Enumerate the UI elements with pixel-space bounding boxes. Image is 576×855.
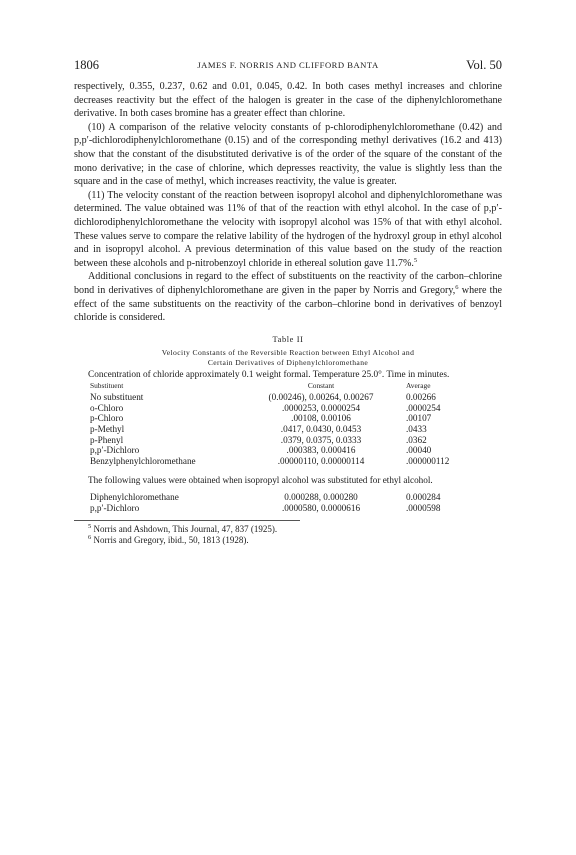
table-row (74, 456, 512, 467)
page-number: 1806 (74, 58, 99, 72)
volume-number: Vol. 50 (466, 58, 502, 72)
cell-average: .000000112 (406, 456, 450, 467)
journal-page (74, 58, 502, 546)
isopropyl-table (74, 492, 512, 513)
footnote-ref-6: 6 (455, 283, 459, 291)
cell-average: .0362 (406, 434, 427, 445)
cell-substituent: p,p′-Dichloro (90, 503, 140, 514)
cell-average: .00107 (406, 413, 432, 424)
cell-substituent: No substituent (90, 391, 144, 402)
table-row (74, 445, 512, 456)
running-header (74, 58, 502, 80)
table-row (74, 492, 512, 503)
cell-substituent: p-Phenyl (90, 434, 124, 445)
paragraph-continuation: respectively, 0.355, 0.237, 0.62 and 0.01, 0.045, 0.42. In both cases methyl increases and chlorine decreases reactivity but the effect of the halogen is greater in the case of the diphenylchloromethane derivative. In both cases bromine has a greater effect than chlorine. (74, 81, 502, 120)
cell-constant: .0379, 0.0375, 0.0333 (280, 434, 362, 445)
table-header-row (74, 381, 512, 392)
paragraph-conclusions-text-b: where the effect of the same substituents on the reactivity of the carbon–chlorine bond in derivatives of benzoyl chloride is considered. (74, 284, 502, 324)
table-row (74, 424, 512, 435)
table-number: Table II (272, 334, 304, 344)
cell-substituent: Benzylphenylchloromethane (90, 456, 196, 467)
paragraph-conclusions (74, 270, 502, 324)
footnote-5-text: Norris and Ashdown, This Journal, 47, 837 (1925). (93, 523, 278, 534)
cell-substituent: p,p′-Dichloro (90, 445, 140, 456)
table-row (74, 503, 512, 514)
header-substituent: Substituent (90, 381, 124, 391)
footnote-6-text: Norris and Gregory, ibid., 50, 1813 (1928). (93, 534, 249, 545)
footnote-ref-5: 5 (413, 256, 418, 264)
header-average: Average (406, 381, 431, 391)
header-constant: Constant (307, 381, 335, 391)
cell-average: 0.000284 (406, 492, 441, 503)
cell-constant: .0417, 0.0430, 0.0453 (280, 424, 362, 434)
cell-constant: .000383, 0.000416 (286, 445, 356, 456)
body-text (74, 80, 502, 325)
footnote-5-mark: 5 (88, 522, 92, 530)
footnote-divider (74, 520, 300, 521)
velocity-constants-table (74, 381, 512, 467)
cell-constant: .00108, 0.00106 (291, 413, 351, 424)
cell-substituent: p-Chloro (90, 413, 124, 424)
table-caption (74, 348, 502, 368)
footnote-5 (74, 524, 502, 535)
cell-constant: 0.000288, 0.000280 (284, 492, 358, 503)
paragraph-10: (10) A comparison of the relative velocity constants of p-chlorodiphenylchloromethane (0.42) and p,p′-dichlorodiphenylchloromethane (0.15) and of the corresponding methyl derivatives (16.2 and 413) show that the constant of the disubstituted derivative is of the order of the square of the constant of the mono derivative; in the case of chlorine, which depresses reactivity, the value is slightly less than the square and in the case of methyl, which increases reactivity, the value is greater. (74, 121, 502, 188)
table-row (74, 413, 512, 424)
cell-average: .00040 (406, 445, 432, 456)
cell-average: .0000254 (406, 402, 441, 413)
table-row (74, 392, 512, 403)
table-caption-line-1: Velocity Constants of the Reversible Reaction between Ethyl Alcohol and (161, 347, 415, 357)
cell-average: .0000598 (406, 503, 441, 514)
cell-substituent: Diphenylchloromethane (90, 492, 179, 503)
table-row (74, 435, 512, 446)
cell-average: 0.00266 (406, 391, 436, 402)
cell-constant: .00000110, 0.00000114 (277, 456, 365, 467)
cell-average: .0433 (406, 424, 427, 434)
footnote-6-mark: 6 (88, 533, 92, 541)
cell-constant: .0000253, 0.0000254 (281, 402, 361, 413)
paragraph-11 (74, 189, 502, 271)
cell-substituent: o-Chloro (90, 402, 124, 413)
cell-substituent: p-Methyl (90, 424, 125, 434)
paragraph-11-text: (11) The velocity constant of the reaction between isopropyl alcohol and diphenylchloromethane was determined. The value obtained was 11% of that of the reaction with ethyl alcohol. In the case of p,p′-dichlorodiphenylchloromethane the velocity with isopropyl alcohol was 15% of that with ethyl alcohol. These values serve to compare the relative lability of the hydrogen of the hydroxyl group in ethyl alcohol and in isopropyl alcohol. A previous determination of this value based on the study of the reaction between these alcohols and p-nitrobenzoyl chloride in ethereal solution gave 11.7%. (74, 189, 502, 269)
running-head-authors: JAMES F. NORRIS AND CLIFFORD BANTA (197, 60, 379, 70)
cell-constant: .0000580, 0.0000616 (281, 503, 361, 514)
footnote-6 (74, 535, 502, 546)
table-caption-line-2: Certain Derivatives of Diphenylchloromethane (207, 357, 369, 367)
cell-constant: (0.00246), 0.00264, 0.00267 (268, 391, 374, 402)
isopropyl-note: The following values were obtained when isopropyl alcohol was substituted for ethyl alcohol. (88, 474, 433, 485)
table-row (74, 403, 512, 414)
table-conditions: Concentration of chloride approximately 0.1 weight formal. Temperature 25.0°. Time in minutes. (88, 369, 450, 380)
paragraph-conclusions-text-a: Additional conclusions in regard to the effect of substituents on the reactivity of the carbon–chlorine bond in derivatives of diphenylchloromethane are given in the paper by Norris and Gregory, (74, 271, 502, 296)
